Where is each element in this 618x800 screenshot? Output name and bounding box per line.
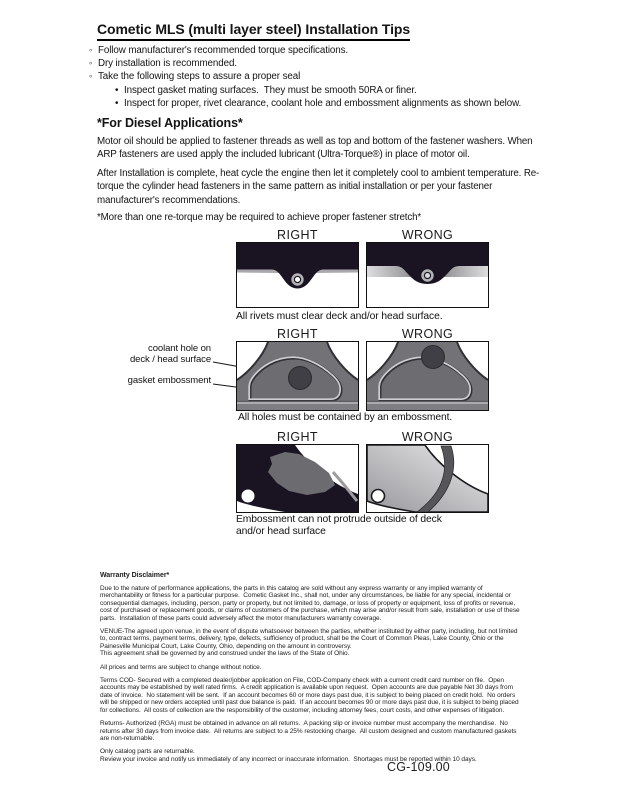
row1-wrong-label: WRONG — [401, 228, 454, 242]
row2-right-figure — [236, 341, 359, 411]
warranty-paragraph: Review your invoice and notify us immediately of any incorrect or inaccurate information. Shortages must be reported within 10 days. — [100, 755, 477, 763]
list-item: ◦ Dry installation is recommended. — [89, 57, 559, 70]
row1-right-figure — [236, 242, 359, 308]
row2-wrong-figure — [366, 341, 489, 411]
page-number: CG-109.00 — [387, 760, 450, 774]
caption-line: and/or head surface — [236, 525, 326, 537]
warranty-paragraph: Only catalog parts are returnable. — [100, 748, 195, 756]
list-item: ◦ Follow manufacturer's recommended torque specifications. — [89, 44, 559, 57]
row2-wrong-label: WRONG — [401, 327, 454, 341]
row3-wrong-figure — [366, 444, 489, 513]
rivet-clear-right-icon — [237, 243, 358, 307]
list-item: • Inspect gasket mating surfaces. They must be smooth 50RA or finer. — [115, 84, 559, 97]
row3-caption — [236, 514, 466, 537]
warranty-paragraph: Returns- Authorized (RGA) must be obtained in advance on all returns. A packing slip or invoice number must accompany the merchandise. No returns after 30 days from invoice date. All returns are subject to a 25% restocking charge. All custom designed and custom manufactured gaskets are non-returnable. — [100, 720, 519, 742]
installation-tips-list — [89, 44, 559, 110]
embossment-protrude-right-icon — [237, 445, 358, 512]
page-title: Cometic MLS (multi layer steel) Installation Tips — [97, 21, 410, 41]
row3-right-label: RIGHT — [277, 430, 318, 444]
paragraph-stretch-note: *More than one re-torque may be required to achieve proper fastener stretch* — [97, 212, 422, 223]
embossment-contained-wrong-icon — [367, 342, 488, 410]
row1-right-label: RIGHT — [277, 228, 318, 242]
warranty-paragraph: Terms COD- Secured with a completed dealer/jobber application on File, COD-Company check with a current credit card number on file. Open accounts may be established by well rated firms. A credit application is available upon request. Open accounts are due payable Net 30 days from date of invoice. No statement will be sent. If an account becomes 60 or more days past due, it is subject to being placed on credit hold. No orders will be shipped or new orders accepted until past due balance is paid. If an account becomes 90 or more days past due, it is subject to being placed for collections. All costs of collection are the responsibility of the customer, including attorney fees, court costs, and other expenses of litigation. — [100, 677, 521, 714]
list-item: • Inspect for proper, rivet clearance, coolant hole and embossment alignments as shown below. — [115, 97, 559, 110]
row3-wrong-label: WRONG — [401, 430, 454, 444]
warranty-paragraph: All prices and terms are subject to change without notice. — [100, 663, 262, 671]
row2-right-label: RIGHT — [277, 327, 318, 341]
diesel-applications-heading: *For Diesel Applications* — [97, 116, 243, 130]
warranty-paragraph: VENUE-The agreed upon venue, in the event of dispute whatsoever between the parties, whether instituted by either party, including, but not limited to, contract terms, payment terms, delivery, type, defects, sufficiency of product, shall be the Court of Common Pleas, Lake County, Ohio or the Painesville Municipal Court, Lake County, Ohio, depending on the amount in controversy. — [100, 628, 520, 650]
row1-caption: All rivets must clear deck and/or head surface. — [236, 311, 443, 322]
coolant-hole-callout — [99, 343, 211, 365]
callout-line: deck / head surface — [129, 354, 211, 365]
warranty-disclaimer-section — [100, 572, 520, 769]
gasket-embossment-callout: gasket embossment — [127, 375, 211, 386]
row3-right-figure — [236, 444, 359, 513]
warranty-heading: Warranty Disclaimer* — [100, 572, 170, 579]
paragraph-retorque: After Installation is complete, heat cycle the engine then let it completely cool to ambient temperature. Re-torque the cylinder head fasteners in the same pattern as initial installation or per your fastener manufacturer's recommendations. — [97, 168, 540, 206]
paragraph-motor-oil: Motor oil should be applied to fastener threads as well as top and bottom of the fastener washers. When ARP fasteners are used apply the included lubricant (Ultra-Torque®) in place of motor oil. — [97, 136, 535, 161]
row1-wrong-figure — [366, 242, 489, 308]
warranty-paragraph: This agreement shall be governed by and construed under the laws of the State of Ohio. — [100, 650, 350, 658]
row2-caption: All holes must be contained by an embossment. — [238, 412, 453, 423]
callout-line: coolant hole on — [148, 343, 211, 354]
list-item: ◦ Take the following steps to assure a proper seal — [89, 70, 559, 83]
rivet-clear-wrong-icon — [367, 243, 488, 307]
warranty-paragraph: Due to the nature of performance applications, the parts in this catalog are sold without any express warranty or any implied warranty of merchantability or fitness for a particular purpose. Cometic Gasket Inc., shall not, under any circumstances, be liable for any special, incidental or consequential damages, including, person, party or property, but not limited to, damage, or loss of property or equipment, loss of profits or revenue, cost of purchased or replacement goods, or claims of customers of the purchase, which may arise and/or result from sale, installation or use of these parts. Installation of these parts could adversely affect the motor manufacturers warranty coverage. — [100, 585, 522, 622]
embossment-protrude-wrong-icon — [367, 445, 488, 512]
embossment-contained-right-icon — [237, 342, 358, 410]
caption-line: Embossment can not protrude outside of deck — [236, 514, 442, 525]
